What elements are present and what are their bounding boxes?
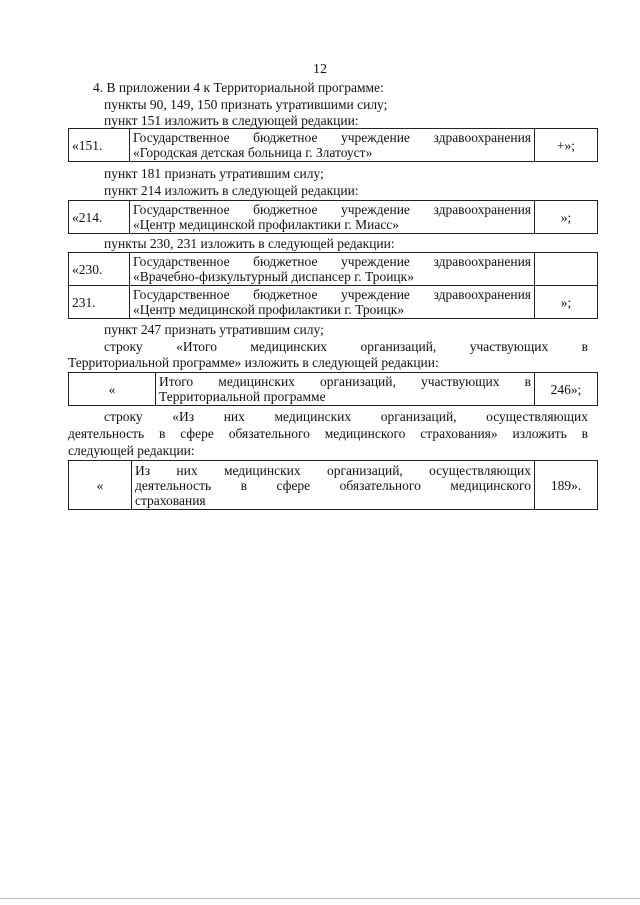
row-number: «151.	[69, 129, 130, 162]
row-end-mark: »;	[535, 286, 598, 319]
oms-line3: страхования	[135, 492, 206, 508]
table-row-230	[69, 253, 598, 286]
table-row-total	[68, 372, 598, 406]
paragraph-total-line1: строку «Итого медицинских организаций, участвующих в	[104, 339, 588, 354]
table-row-oms	[68, 460, 598, 510]
paragraph-oms-line1: строку «Из них медицинских организаций, осуществляющих	[104, 409, 589, 424]
total-line1: Итого медицинских организаций, участвующих в	[159, 374, 531, 389]
table-rows-230-231	[68, 252, 598, 319]
row-open-quote: «	[69, 373, 156, 406]
row-number: «214.	[69, 201, 130, 234]
total-value: 246»;	[535, 373, 598, 406]
paragraph-item-247: пункт 247 признать утратившим силу;	[104, 322, 324, 337]
org-name-line1: Государственное бюджетное учреждение здравоохранения	[133, 287, 531, 302]
oms-value: 189».	[535, 461, 598, 510]
paragraph-item-151: пункт 151 изложить в следующей редакции:	[104, 113, 359, 128]
paragraph-item-181: пункт 181 признать утратившим силу;	[104, 166, 324, 181]
org-name-line1: Государственное бюджетное учреждение здравоохранения	[133, 254, 531, 269]
table-row-214	[68, 200, 598, 234]
paragraph-item-214: пункт 214 изложить в следующей редакции:	[104, 183, 359, 198]
row-end-mark	[535, 253, 598, 286]
row-number: 231.	[69, 286, 130, 319]
org-name-line1: Государственное бюджетное учреждение здравоохранения	[133, 202, 531, 217]
oms-line2: деятельность в сфере обязательного медицинского	[135, 477, 531, 493]
paragraph-items-230-231: пункты 230, 231 изложить в следующей редакции:	[104, 236, 395, 251]
org-name-line2: «Центр медицинской профилактики г. Миасс»	[133, 217, 400, 232]
row-end-mark: +»;	[535, 129, 598, 162]
paragraph-items-90-149-150: пункты 90, 149, 150 признать утратившими силу;	[104, 97, 388, 112]
paragraph-oms-line2: деятельность в сфере обязательного медицинского страхования» изложить в	[68, 426, 588, 441]
row-end-mark: »;	[535, 201, 598, 234]
oms-line1: Из них медицинских организаций, осуществляющих	[135, 462, 531, 478]
org-name-line2: «Городская детская больница г. Златоуст»	[133, 145, 373, 160]
row-open-quote: «	[69, 461, 132, 510]
page-bottom-rule	[0, 898, 640, 899]
org-name-line1: Государственное бюджетное учреждение здравоохранения	[133, 130, 531, 145]
section-heading: 4. В приложении 4 к Территориальной программе:	[93, 80, 384, 95]
paragraph-total-line2: Территориальной программе» изложить в следующей редакции:	[68, 355, 439, 370]
org-name-line2: «Центр медицинской профилактики г. Троицк»	[133, 302, 405, 317]
table-row-231	[69, 286, 598, 319]
page-number: 12	[313, 62, 327, 77]
total-line2: Территориальной программе	[159, 389, 326, 404]
row-number: «230.	[69, 253, 130, 286]
table-row-151	[68, 128, 598, 162]
org-name-line2: «Врачебно-физкультурный диспансер г. Троицк»	[133, 269, 414, 284]
paragraph-oms-line3: следующей редакции:	[68, 443, 195, 458]
